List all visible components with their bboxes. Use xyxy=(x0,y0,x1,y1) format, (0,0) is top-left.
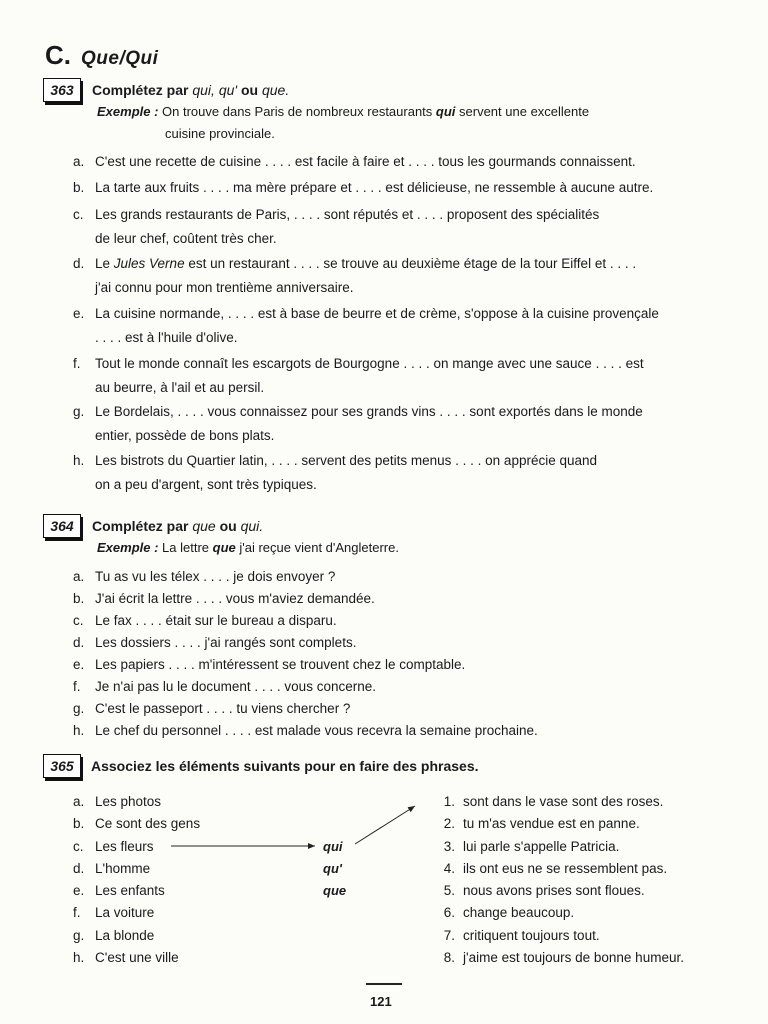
exercise-instruction xyxy=(92,82,289,98)
exercise-363 xyxy=(43,78,743,498)
exercise-364 xyxy=(43,514,743,744)
item-letter: c. xyxy=(73,839,84,854)
item-text-continued: au beurre, à l'ail et au persil. xyxy=(95,380,265,395)
exercise-number-box: 364 xyxy=(43,514,81,538)
item-text: Les fleurs xyxy=(95,839,154,854)
item-letter: d. xyxy=(73,861,85,876)
item-letter: c. xyxy=(73,613,84,628)
exercise-item xyxy=(73,609,337,633)
instruction-or: ou xyxy=(215,518,241,534)
pronoun-que: que xyxy=(323,883,347,898)
item-text: Ce sont des gens xyxy=(95,816,201,831)
example-continuation: cuisine provinciale. xyxy=(165,126,275,141)
assoc-right-item xyxy=(433,883,645,898)
exercise-number-box: 363 xyxy=(43,78,81,102)
exercise-item xyxy=(73,352,644,400)
section-letter: C. xyxy=(45,40,71,70)
example-label: Exemple : xyxy=(97,540,159,555)
page-number: 121 xyxy=(370,994,392,1009)
exercise-number-box: 365 xyxy=(43,754,81,778)
assoc-right-item xyxy=(433,905,574,920)
section-title: Que/Qui xyxy=(81,48,159,69)
exercise-item xyxy=(73,653,465,677)
item-text: Tout le monde connaît les escargots de Bourgogne . . . . on mange avec une sauce . . . . est xyxy=(95,356,644,371)
item-letter: a. xyxy=(73,154,85,169)
section-heading xyxy=(45,40,158,71)
example-line xyxy=(97,104,589,119)
exercise-item xyxy=(73,400,643,448)
item-letter: f. xyxy=(73,905,81,920)
exercise-365 xyxy=(43,754,743,974)
item-letter: c. xyxy=(73,207,84,222)
item-letter: a. xyxy=(73,794,85,809)
assoc-right-item xyxy=(433,794,663,809)
item-text: Les dossiers . . . . j'ai rangés sont complets. xyxy=(95,635,357,650)
exercise-item xyxy=(73,675,376,699)
item-text: La tarte aux fruits . . . . ma mère prépare et . . . . est délicieuse, ne ressemble à aucune autre. xyxy=(95,180,654,195)
item-text: critiquent toujours tout. xyxy=(463,928,600,943)
item-number: 6. xyxy=(443,905,455,920)
exercise-instruction: Associez les éléments suivants pour en faire des phrases. xyxy=(91,758,479,774)
item-letter: g. xyxy=(73,404,85,419)
item-text-continued: de leur chef, coûtent très cher. xyxy=(95,231,277,246)
item-text-end: est un restaurant . . . . se trouve au deuxième étage de la tour Eiffel et . . . . xyxy=(184,256,637,271)
item-letter: b. xyxy=(73,180,85,195)
assoc-right-item xyxy=(433,928,600,943)
item-text: Tu as vu les télex . . . . je dois envoyer ? xyxy=(95,569,336,584)
exercise-instruction xyxy=(92,518,263,534)
item-number: 4. xyxy=(443,861,455,876)
item-text: nous avons prises sont floues. xyxy=(463,883,645,898)
item-letter: f. xyxy=(73,356,81,371)
item-text: ils ont eus ne se ressemblent pas. xyxy=(463,861,668,876)
item-letter: e. xyxy=(73,657,85,672)
item-letter: h. xyxy=(73,723,85,738)
item-text: Les enfants xyxy=(95,883,165,898)
exercise-item xyxy=(73,203,599,251)
instruction-option-last: que. xyxy=(261,82,290,98)
item-text: La voiture xyxy=(95,905,155,920)
example-text-end: j'ai reçue vient d'Angleterre. xyxy=(235,540,399,555)
item-text: La blonde xyxy=(95,928,155,943)
footer-rule xyxy=(366,983,402,985)
item-text: J'ai écrit la lettre . . . . vous m'aviez demandée. xyxy=(95,591,375,606)
pronoun-qu: qu' xyxy=(323,861,342,876)
item-letter: b. xyxy=(73,816,85,831)
instruction-or: ou xyxy=(237,82,262,98)
example-label: Exemple : xyxy=(97,104,159,119)
item-text: tu m'as vendue est en panne. xyxy=(463,816,640,831)
exercise-item xyxy=(73,631,356,655)
item-letter: h. xyxy=(73,950,85,965)
assoc-right-item xyxy=(433,839,619,854)
item-text: Les photos xyxy=(95,794,162,809)
item-letter: d. xyxy=(73,635,85,650)
item-text: Le fax . . . . était sur le bureau a disparu. xyxy=(95,613,337,628)
item-text-italic: Jules Verne xyxy=(113,256,185,271)
item-text-continued: j'ai connu pour mon trentième anniversaire. xyxy=(95,280,354,295)
item-text: C'est une recette de cuisine . . . . est facile à faire et . . . . tous les gourmands connaissent. xyxy=(95,154,636,169)
exercise-item xyxy=(73,252,636,300)
item-text: C'est le passeport . . . . tu viens chercher ? xyxy=(95,701,351,716)
item-number: 7. xyxy=(443,928,455,943)
pronoun-qui: qui xyxy=(323,839,343,854)
exercise-item xyxy=(73,587,375,611)
item-letter: f. xyxy=(73,679,81,694)
item-number: 3. xyxy=(443,839,455,854)
exercise-item xyxy=(73,302,659,350)
item-text-continued: entier, possède de bons plats. xyxy=(95,428,275,443)
arrow-to-phrase-1 xyxy=(355,806,415,844)
item-text: lui parle s'appelle Patricia. xyxy=(463,839,620,854)
item-number: 5. xyxy=(443,883,455,898)
item-text: Les papiers . . . . m'intéressent se trouvent chez le comptable. xyxy=(95,657,466,672)
exercise-item xyxy=(73,565,335,589)
instruction-option: que xyxy=(192,518,216,534)
instruction-text: Complétez par xyxy=(92,82,193,98)
item-letter: g. xyxy=(73,701,85,716)
item-letter: h. xyxy=(73,453,85,468)
item-number: 2. xyxy=(443,816,455,831)
example-text-end: servent une excellente xyxy=(455,104,590,119)
item-letter: b. xyxy=(73,591,85,606)
item-text-continued: . . . . est à l'huile d'olive. xyxy=(95,330,238,345)
assoc-right-item xyxy=(433,816,640,831)
item-text: sont dans le vase sont des roses. xyxy=(463,794,664,809)
instruction-option-last: qui. xyxy=(240,518,264,534)
item-letter: a. xyxy=(73,569,85,584)
item-text: Le xyxy=(95,256,114,271)
item-letter: e. xyxy=(73,883,85,898)
exercise-item xyxy=(73,449,597,497)
example-text: On trouve dans Paris de nombreux restaurants xyxy=(158,104,436,119)
instruction-text: Complétez par xyxy=(92,518,193,534)
item-text: change beaucoup. xyxy=(463,905,575,920)
example-line xyxy=(97,540,399,555)
item-text: j'aime est toujours de bonne humeur. xyxy=(463,950,684,965)
item-text: C'est une ville xyxy=(95,950,179,965)
item-text: L'homme xyxy=(95,861,151,876)
exercise-item xyxy=(73,697,350,721)
example-key-word: que xyxy=(212,540,236,555)
item-letter: d. xyxy=(73,256,85,271)
item-text: Les grands restaurants de Paris, . . . . sont réputés et . . . . proposent des spécialités xyxy=(95,207,600,222)
assoc-right-item xyxy=(433,861,667,876)
example-text: La lettre xyxy=(158,540,213,555)
item-letter: e. xyxy=(73,306,85,321)
item-number: 8. xyxy=(443,950,455,965)
example-key-word: qui xyxy=(435,104,456,119)
item-text-continued: on a peu d'argent, sont très typiques. xyxy=(95,477,317,492)
item-text: Le chef du personnel . . . . est malade vous recevra la semaine prochaine. xyxy=(95,723,538,738)
exercise-item xyxy=(73,150,636,174)
item-text: La cuisine normande, . . . . est à base de beurre et de crème, s'oppose à la cuisine provençale xyxy=(95,306,659,321)
instruction-options: qui, qu' xyxy=(192,82,238,98)
item-text: Le Bordelais, . . . . vous connaissez pour ses grands vins . . . . sont exportés dans le monde xyxy=(95,404,643,419)
item-number: 1. xyxy=(443,794,455,809)
item-text: Les bistrots du Quartier latin, . . . . servent des petits menus . . . . on apprécie quand xyxy=(95,453,598,468)
item-letter: g. xyxy=(73,928,85,943)
exercise-item xyxy=(73,176,653,200)
assoc-right-item xyxy=(433,950,684,965)
exercise-item xyxy=(73,719,538,743)
item-text: Je n'ai pas lu le document . . . . vous concerne. xyxy=(95,679,376,694)
